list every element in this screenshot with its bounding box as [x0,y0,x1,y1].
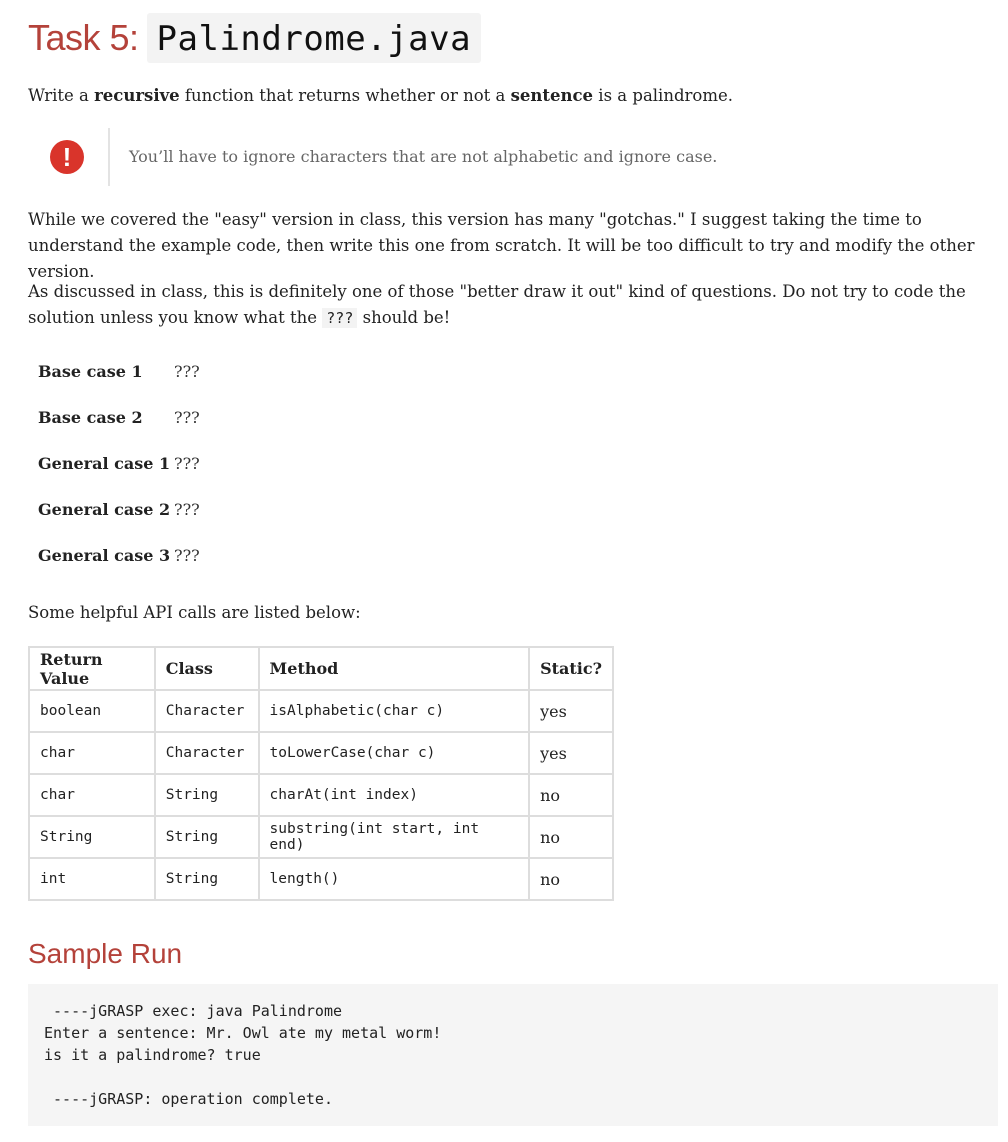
case-value: ??? [174,453,200,473]
table-header-row [29,647,613,690]
case-row [38,348,200,394]
api-intro-text: Some helpful API calls are listed below: [28,603,361,622]
cell-static: yes [529,690,613,732]
title-prefix: Task 5: [28,17,139,58]
exclamation-icon: ! [50,140,84,174]
console-line: Enter a sentence: Mr. Owl ate my metal worm! [44,1024,442,1042]
case-label: General case 3 [38,545,171,565]
cell-class: Character [155,732,259,774]
cell-static: yes [529,732,613,774]
case-label: Base case 2 [38,407,143,427]
console-line: ----jGRASP: operation complete. [44,1090,333,1108]
cell-return-value: boolean [29,690,155,732]
api-table [28,646,614,901]
intro-bold-recursive: recursive [94,86,180,105]
cell-class: String [155,816,259,858]
paragraph-gotchas: While we covered the "easy" version in class, this version has many "gotchas." I suggest taking the time to understand the example code, then write this one from scratch. It will be too difficult to try and modify the other version. [28,210,975,281]
header-class: Class [155,647,259,690]
cell-return-value: char [29,732,155,774]
case-value: ??? [174,545,200,565]
table-row [29,858,613,900]
cell-return-value: String [29,816,155,858]
intro-bold-sentence: sentence [510,86,594,105]
case-row [38,440,200,486]
case-label: Base case 1 [38,361,143,381]
intro-text [28,84,733,108]
table-row [29,690,613,732]
table-row [29,732,613,774]
cell-static: no [529,774,613,816]
header-return-value: Return Value [29,647,155,690]
console-line: is it a palindrome? true [44,1046,261,1064]
paragraph-part: As discussed in class, this is definitely one of those "better draw it out" kind of questions. Do not try to code the solution unless you know what the [28,282,966,327]
paragraph-draw-it-out [28,279,1000,331]
title-filename: Palindrome.java [147,13,482,63]
sample-run-title: Sample Run [28,938,183,969]
admonition-text: You’ll have to ignore characters that are not alphabetic and ignore case. [129,147,718,166]
cell-method: isAlphabetic(char c) [259,690,530,732]
cell-class: Character [155,690,259,732]
warning-admonition [28,128,988,186]
page-title [28,12,481,64]
intro-part: is a palindrome. [593,86,733,105]
console-line: ----jGRASP exec: java Palindrome [44,1002,343,1020]
cell-method: charAt(int index) [259,774,530,816]
header-static: Static? [529,647,613,690]
case-label: General case 1 [38,453,171,473]
table-row [29,816,613,858]
cell-class: String [155,858,259,900]
case-row [38,394,200,440]
admonition-divider [108,128,110,186]
table-row [29,774,613,816]
case-row [38,486,200,532]
paragraph-part: should be! [357,308,451,327]
cell-static: no [529,816,613,858]
case-value: ??? [174,407,200,427]
intro-part: function that returns whether or not a [179,86,511,105]
case-row [38,532,200,578]
case-value: ??? [174,361,200,381]
cell-class: String [155,774,259,816]
cell-return-value: int [29,858,155,900]
sample-run-console [28,984,998,1126]
case-label: General case 2 [38,499,171,519]
cell-method: substring(int start, int end) [259,816,530,858]
header-method: Method [259,647,530,690]
cases-table [38,348,200,578]
cell-return-value: char [29,774,155,816]
cell-method: length() [259,858,530,900]
case-value: ??? [174,499,200,519]
console-line [44,1066,982,1088]
inline-code-placeholder: ??? [322,308,357,328]
cell-static: no [529,858,613,900]
cell-method: toLowerCase(char c) [259,732,530,774]
intro-part: Write a [28,86,95,105]
